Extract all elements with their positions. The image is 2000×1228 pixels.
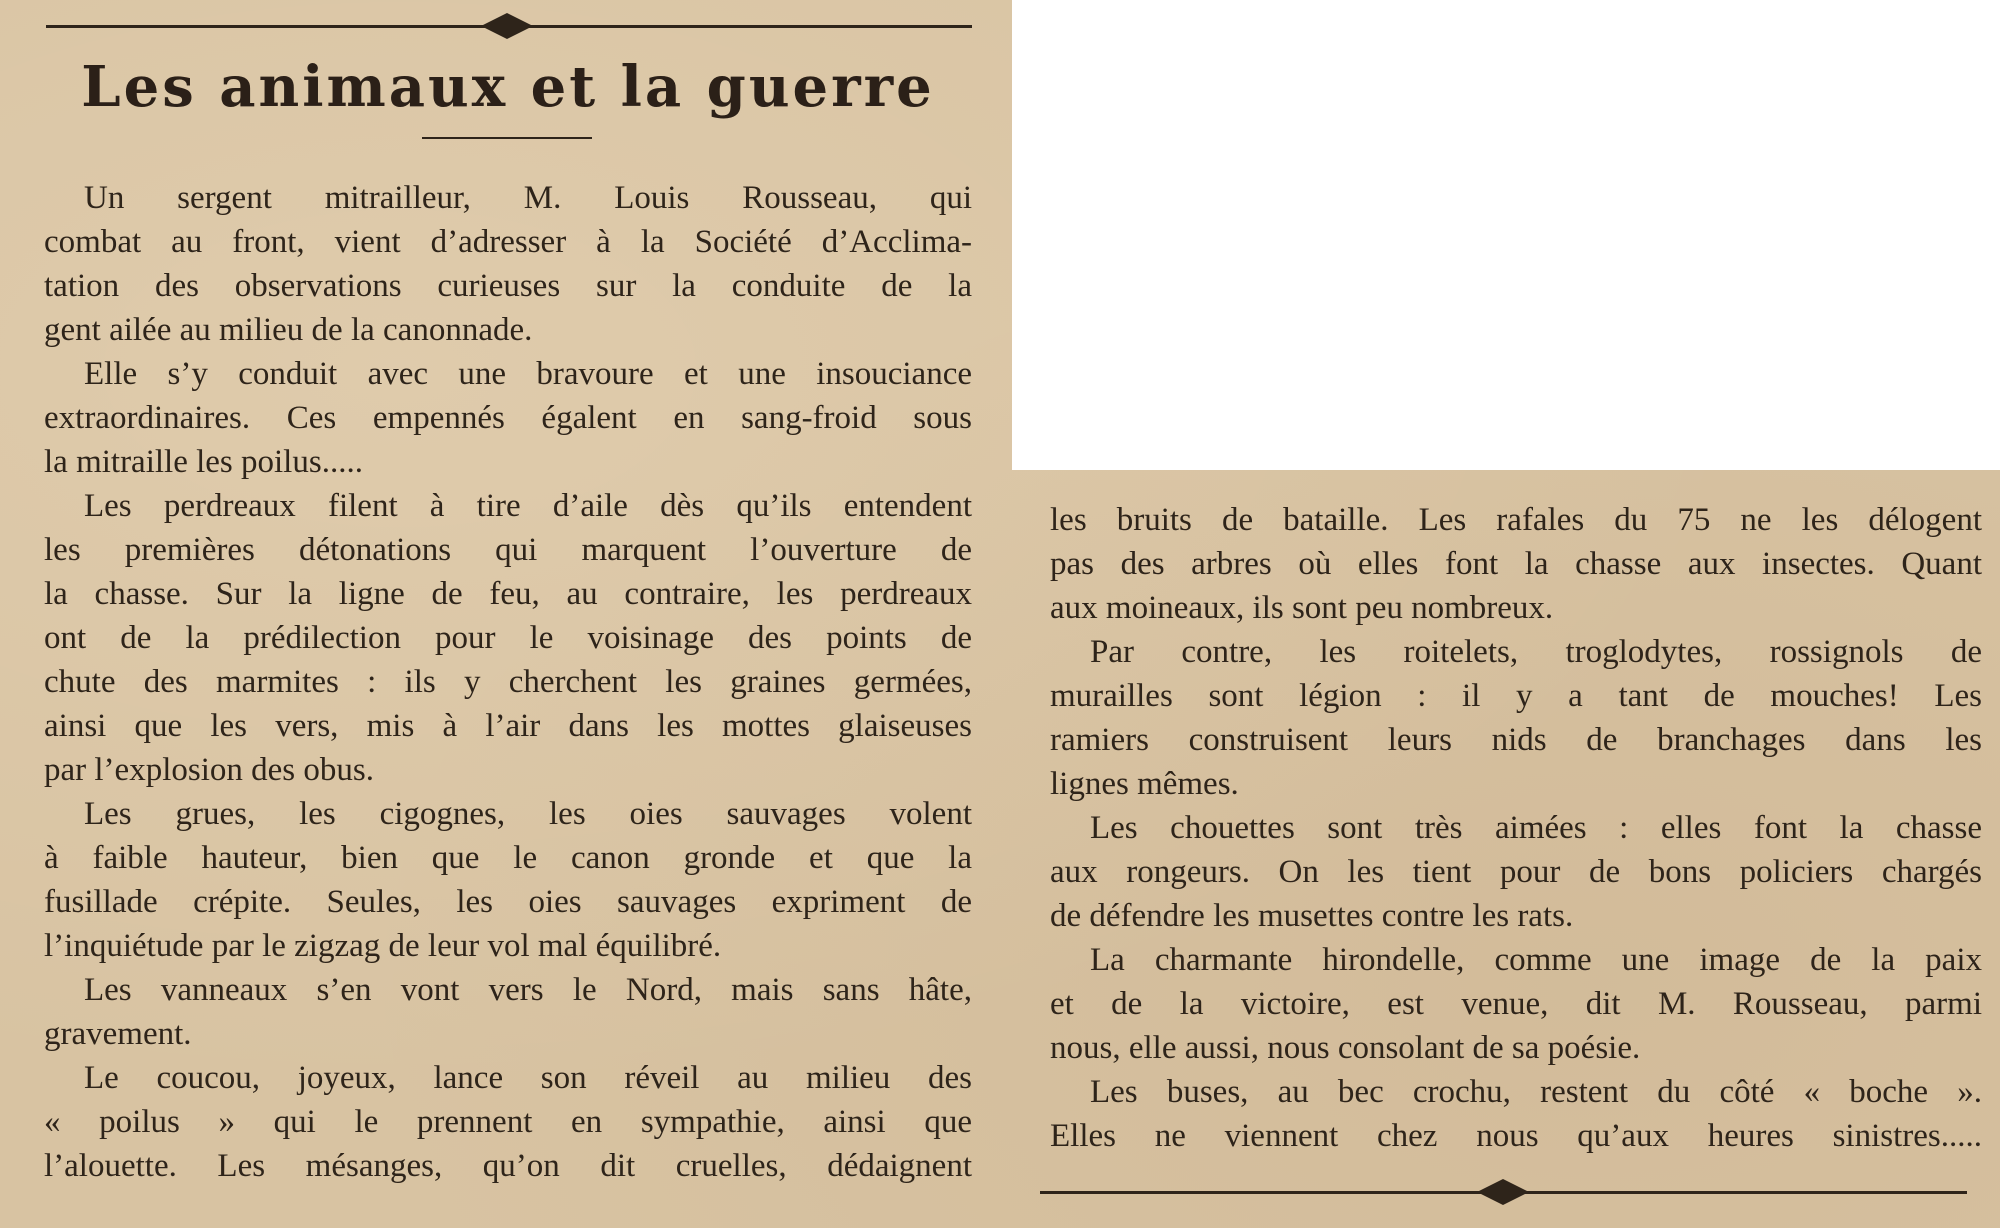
text-line: et de la victoire, est venue, dit M. Rousseau, parmi bbox=[1050, 986, 1982, 1022]
text-line: « poilus » qui le prennent en sympathie, ainsi que bbox=[44, 1104, 972, 1140]
text-line: Le coucou, joyeux, lance son réveil au milieu des bbox=[84, 1060, 972, 1096]
text-line: Les chouettes sont très aimées : elles font la chasse bbox=[1090, 810, 1982, 846]
text-line: Les vanneaux s’en vont vers le Nord, mais sans hâte, bbox=[84, 972, 972, 1008]
text-line: à faible hauteur, bien que le canon gronde et que la bbox=[44, 840, 972, 876]
title-underline-rule bbox=[422, 137, 592, 139]
paragraph bbox=[44, 484, 972, 792]
text-line: les bruits de bataille. Les rafales du 75 ne les délogent bbox=[1050, 502, 1982, 538]
text-line: les premières détonations qui marquent l’ouverture de bbox=[44, 532, 972, 568]
paragraph-continued bbox=[1050, 498, 1982, 630]
text-line: l’inquiétude par le zigzag de leur vol mal équilibré. bbox=[44, 928, 722, 964]
text-line: Elles ne viennent chez nous qu’aux heures sinistres..... bbox=[1050, 1118, 1982, 1154]
text-line: la chasse. Sur la ligne de feu, au contraire, les perdreaux bbox=[44, 576, 972, 612]
text-line: Les perdreaux filent à tire d’aile dès qu’ils entendent bbox=[84, 488, 972, 524]
text-line: tation des observations curieuses sur la conduite de la bbox=[44, 268, 972, 304]
text-line: combat au front, vient d’adresser à la Société d’Acclima- bbox=[44, 224, 972, 260]
text-line: Un sergent mitrailleur, M. Louis Rousseau, qui bbox=[84, 180, 972, 216]
text-line: Par contre, les roitelets, troglodytes, rossignols de bbox=[1090, 634, 1982, 670]
text-line: aux moineaux, ils sont peu nombreux. bbox=[1050, 590, 1554, 626]
text-line: gravement. bbox=[44, 1016, 192, 1052]
text-line: murailles sont légion : il y a tant de mouches! Les bbox=[1050, 678, 1982, 714]
text-line: Elle s’y conduit avec une bravoure et une insouciance bbox=[84, 356, 972, 392]
paragraph bbox=[44, 968, 972, 1056]
text-line: extraordinaires. Ces empennés égalent en sang-froid sous bbox=[44, 400, 972, 436]
text-line: par l’explosion des obus. bbox=[44, 752, 374, 788]
text-line: nous, elle aussi, nous consolant de sa poésie. bbox=[1050, 1030, 1641, 1066]
text-line: l’alouette. Les mésanges, qu’on dit cruelles, dédaignent bbox=[44, 1148, 972, 1184]
right-text-column bbox=[1050, 498, 1982, 1158]
text-line: de défendre les musettes contre les rats. bbox=[1050, 898, 1574, 934]
paragraph bbox=[1050, 806, 1982, 938]
text-line: ainsi que les vers, mis à l’air dans les mottes glaiseuses bbox=[44, 708, 972, 744]
blank-cropped-area bbox=[1012, 0, 2000, 470]
text-line: Les grues, les cigognes, les oies sauvages volent bbox=[84, 796, 972, 832]
text-line: ont de la prédilection pour le voisinage des points de bbox=[44, 620, 972, 656]
text-line: aux rongeurs. On les tient pour de bons policiers chargés bbox=[1050, 854, 1982, 890]
paragraph bbox=[44, 1056, 972, 1188]
text-line: lignes mêmes. bbox=[1050, 766, 1239, 802]
article-title: Les animaux et la guerre bbox=[81, 54, 935, 120]
paragraph bbox=[1050, 630, 1982, 806]
paragraph bbox=[44, 352, 972, 484]
paragraph bbox=[44, 792, 972, 968]
text-line: ramiers construisent leurs nids de branchages dans les bbox=[1050, 722, 1982, 758]
text-line: Les buses, au bec crochu, restent du côté « boche ». bbox=[1090, 1074, 1982, 1110]
paragraph bbox=[1050, 1070, 1982, 1158]
text-line: gent ailée au milieu de la canonnade. bbox=[44, 312, 533, 348]
text-line: chute des marmites : ils y cherchent les graines germées, bbox=[44, 664, 972, 700]
text-line: la mitraille les poilus..... bbox=[44, 444, 363, 480]
paragraph bbox=[1050, 938, 1982, 1070]
text-line: La charmante hirondelle, comme une image de la paix bbox=[1090, 942, 1982, 978]
text-line: pas des arbres où elles font la chasse aux insectes. Quant bbox=[1050, 546, 1982, 582]
paragraph bbox=[44, 176, 972, 352]
left-text-column bbox=[44, 176, 972, 1188]
text-line: fusillade crépite. Seules, les oies sauvages expriment de bbox=[44, 884, 972, 920]
